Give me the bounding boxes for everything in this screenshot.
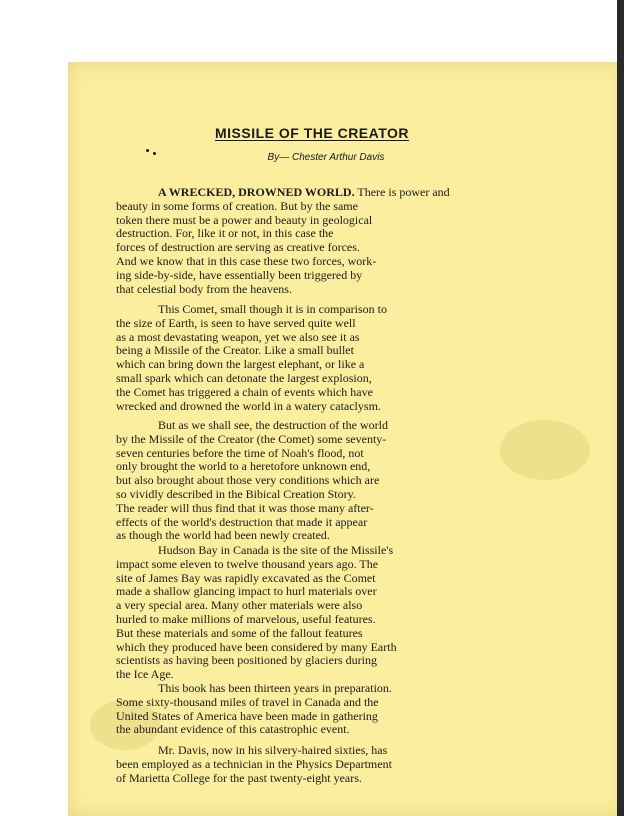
text-line: This Comet, small though it is in comparison to — [158, 302, 387, 316]
document-title — [0, 125, 624, 141]
text-line: United States of America have been made in gathering — [116, 708, 378, 723]
text-line: beauty in some forms of creation. But by the same — [116, 198, 358, 213]
text-line: which can bring down the largest elephant, or like a — [116, 357, 365, 372]
paragraph-2 — [116, 303, 526, 413]
text-line: the Comet has triggered a chain of events which have — [116, 384, 373, 399]
paragraph-5 — [116, 682, 526, 737]
text-line: token there must be a power and beauty in geological — [116, 212, 373, 227]
text-line: This book has been thirteen years in preparation. — [158, 681, 392, 695]
text-line: effects of the world's destruction that made it appear — [116, 514, 368, 529]
text-line: as a most devastating weapon, yet we also see it as — [116, 329, 360, 344]
text-line: so vividly described in the Bibical Creation Story. — [116, 486, 356, 501]
text-line: But these materials and some of the fallout features — [116, 625, 363, 640]
scan-edge — [617, 0, 624, 816]
text-line: Some sixty-thousand miles of travel in Canada and the — [116, 694, 379, 709]
text-line: the Ice Age. — [116, 667, 174, 682]
document-byline: By— Chester Arthur Davis — [267, 152, 385, 163]
text-line: a very special area. Many other materials were also — [116, 598, 363, 613]
text-line: that celestial body from the heavens. — [116, 281, 292, 296]
text-line: And we know that in this case these two forces, work- — [116, 253, 377, 268]
text-line: being a Missile of the Creator. Like a small bullet — [116, 343, 354, 358]
text-line: A WRECKED, DROWNED WORLD. There is power and — [158, 185, 450, 199]
text-line: by the Missile of the Creator (the Comet) some seventy- — [116, 431, 387, 446]
text-line: forces of destruction are serving as creative forces. — [116, 240, 360, 255]
document-title-text: MISSILE OF THE CREATOR — [214, 125, 410, 141]
text-line: hurled to make millions of marvelous, useful features. — [116, 611, 376, 626]
paragraph-3 — [116, 419, 526, 543]
text-line: as though the world had been newly created. — [116, 528, 330, 543]
text-line: been employed as a technician in the Physics Department — [116, 756, 392, 771]
text-line: scientists as having been positioned by glaciers during — [116, 653, 377, 668]
text-line: Mr. Davis, now in his silvery-haired sixties, has — [158, 743, 388, 757]
text-line: seven centuries before the time of Noah's flood, not — [116, 445, 364, 460]
text-line: the size of Earth, is seen to have served quite well — [116, 315, 356, 330]
text-line: destruction. For, like it or not, in this case the — [116, 226, 334, 241]
text-line: small spark which can detonate the largest explosion, — [116, 370, 372, 385]
paragraph-lead: A WRECKED, DROWNED WORLD. — [158, 185, 355, 199]
paragraph-6 — [116, 744, 526, 785]
text-line: but also brought about those very conditions which are — [116, 473, 380, 488]
text-line: The reader will thus find that it was those many after- — [116, 500, 374, 515]
text-line: Hudson Bay in Canada is the site of the Missile's — [158, 543, 394, 557]
text-line: the abundant evidence of this catastrophic event. — [116, 722, 350, 737]
text-line: made a shallow glancing impact to hurl materials over — [116, 584, 377, 599]
text-line: But as we shall see, the destruction of the world — [158, 418, 388, 432]
text-line: of Marietta College for the past twenty-eight years. — [116, 770, 362, 785]
text-line: which they produced have been considered by many Earth — [116, 639, 397, 654]
paragraph-1 — [116, 186, 526, 296]
text-line: site of James Bay was rapidly excavated as the Comet — [116, 570, 376, 585]
text-line: only brought the world to a heretofore unknown end, — [116, 459, 371, 474]
text-line: wrecked and drowned the world in a watery cataclysm. — [116, 398, 381, 413]
text-line: impact some eleven to twelve thousand years ago. The — [116, 556, 379, 571]
text-line: ing side-by-side, have essentially been triggered by — [116, 267, 363, 282]
paragraph-4 — [116, 544, 526, 682]
